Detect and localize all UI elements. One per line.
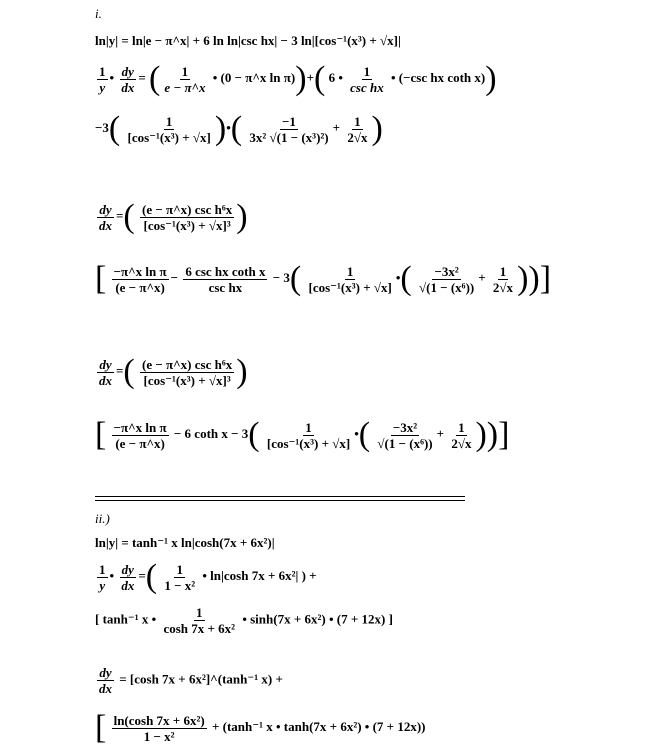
- equation-line-12: [ $\frac{\text{ln(cosh 7x + 6x²)}}{\text{1 − x²}}$ + (tanh⁻¹ x • tanh(7x + 6x²) • (7 + 12x)): [95, 709, 426, 746]
- fraction: $\frac{-1}{\text{3x² √(1 − (x³)²)}}$: [249, 113, 329, 145]
- part-ii-label: ii.): [95, 511, 110, 526]
- equation-line-1: ln|y| = ln|e − π^x| + 6 ln ln|csc hx| − 3 ln|[cos⁻¹(x³) + √x]|: [95, 33, 401, 48]
- fraction: $\frac{1}{y}$: [99, 63, 106, 95]
- fraction: $\frac{dy}{dx}$: [99, 356, 112, 388]
- fraction: $\frac{1}{2√x}$: [451, 419, 472, 451]
- fraction: $\frac{\text{(e − π\textasciicircum{}x) csc h⁶x}}{\text{[cos⁻¹(x³) + √x]³}}$: [142, 201, 233, 233]
- section-divider: [95, 500, 465, 501]
- fraction: $\frac{\text{−3x²}}{\text{√(1 − (x⁶))}}$: [418, 263, 475, 295]
- equation-line-9: $\frac{1}{y}$ • $\frac{dy}{dx}$ =( $\frac{1}{\text{1 − x²}}$ • ln|cosh 7x + 6x²| ) +: [99, 558, 317, 595]
- fraction: $\frac{1}{y}$: [99, 561, 106, 593]
- equation-line-11: $\frac{dy}{dx}$ = [cosh 7x + 6x²]^(tanh⁻¹ x) +: [99, 665, 283, 696]
- fraction: $\frac{\text{−π\textasciicircum{}x ln π}}{(e - \pi\^{}x)}$: [113, 419, 167, 451]
- fraction: $\frac{dy}{dx}$: [121, 63, 135, 95]
- equation-line-3: −3( $\frac{1}{\text{[cos⁻¹(x³) + √x]}}$ )•( $\frac{-1}{\text{3x² √(1 − (x³)²)}}$ + $\frac{1}{2√x}$ ): [95, 110, 383, 147]
- fraction: $\frac{1}{\text{1 − x²}}$: [164, 561, 196, 593]
- equation-line-2: $\frac{1}{y}$ • $\frac{dy}{dx}$ = ( $\frac{1}{e - \pi\^{}x}$ • (0 − π^x ln π))+( 6 • $\frac{1}{\text{csc hx}}$ • (−csc hx coth x)): [99, 60, 497, 97]
- fraction: $\frac{1}{\text{[cos⁻¹(x³) + √x]}}$: [266, 419, 351, 451]
- fraction: $\frac{dy}{dx}$: [121, 561, 135, 593]
- fraction: $\frac{1}{\text{[cos⁻¹(x³) + √x]}}$: [308, 263, 392, 295]
- fraction: $\frac{\text{6 csc hx coth x}}{\text{csc hx}}$: [185, 263, 266, 295]
- equation-line-10: [ tanh⁻¹ x • $\frac{1}{\text{cosh 7x + 6x²}}$ • sinh(7x + 6x²) • (7 + 12x) ]: [95, 605, 393, 636]
- equation-line-5: [ $\frac{\text{−π\textasciicircum{}x ln π}}{(e - \pi\^{}x)}$ − $\frac{\text{6 csc hx coth x}}{\text{csc hx}}$ − 3( $\frac{1}{\text{[cos⁻¹(x³) + √x]}}$ •( $\frac{\text{−3x²}}{\text{√(1 − (x⁶))}}$ + $\frac{1}{2√x}$ ))]: [95, 260, 552, 297]
- fraction: $\frac{1}{e - \pi\^{}x}$: [164, 63, 206, 95]
- fraction: $\frac{1}{\text{csc hx}}$: [350, 63, 384, 95]
- equation-line-4: $\frac{dy}{dx}$ =( $\frac{\text{(e − π\textasciicircum{}x) csc h⁶x}}{\text{[cos⁻¹(x³) + √x]³}}$ ): [99, 198, 248, 235]
- fraction: $\frac{1}{2√x}$: [492, 263, 514, 295]
- fraction: $\frac{dy}{dx}$: [99, 201, 112, 233]
- fraction: $\frac{dy}{dx}$: [99, 665, 112, 696]
- fraction: $\frac{\text{(e − π\textasciicircum{}x) csc h⁶x}}{\text{[cos⁻¹(x³) + √x]³}}$: [142, 356, 233, 388]
- fraction: $\frac{\text{−π\textasciicircum{}x ln π}}{(e - \pi\^{}x)}$: [113, 263, 167, 295]
- fraction: $\frac{1}{2√x}$: [347, 113, 368, 145]
- fraction: $\frac{1}{\text{[cos⁻¹(x³) + √x]}}$: [127, 113, 211, 145]
- fraction: $\frac{\text{−3x²}}{\text{√(1 − (x⁶))}}$: [377, 419, 433, 451]
- fraction: $\frac{1}{\text{cosh 7x + 6x²}}$: [163, 605, 236, 636]
- section-divider: [95, 496, 465, 497]
- part-i-label: i.: [95, 6, 102, 21]
- equation-line-7: [ $\frac{\text{−π\textasciicircum{}x ln π}}{(e - \pi\^{}x)}$ − 6 coth x − 3( $\frac{1}{\text{[cos⁻¹(x³) + √x]}}$ •( $\frac{\text{−3x²}}{\text{√(1 − (x⁶))}}$ + $\frac{1}{2√x}$ ))]: [95, 416, 510, 453]
- fraction: $\frac{\text{ln(cosh 7x + 6x²)}}{\text{1 − x²}}$: [113, 712, 205, 744]
- equation-line-8: ln|y| = tanh⁻¹ x ln|cosh(7x + 6x²)|: [95, 535, 275, 550]
- equation-line-6: $\frac{dy}{dx}$ =( $\frac{\text{(e − π\textasciicircum{}x) csc h⁶x}}{\text{[cos⁻¹(x³) + √x]³}}$ ): [99, 353, 248, 390]
